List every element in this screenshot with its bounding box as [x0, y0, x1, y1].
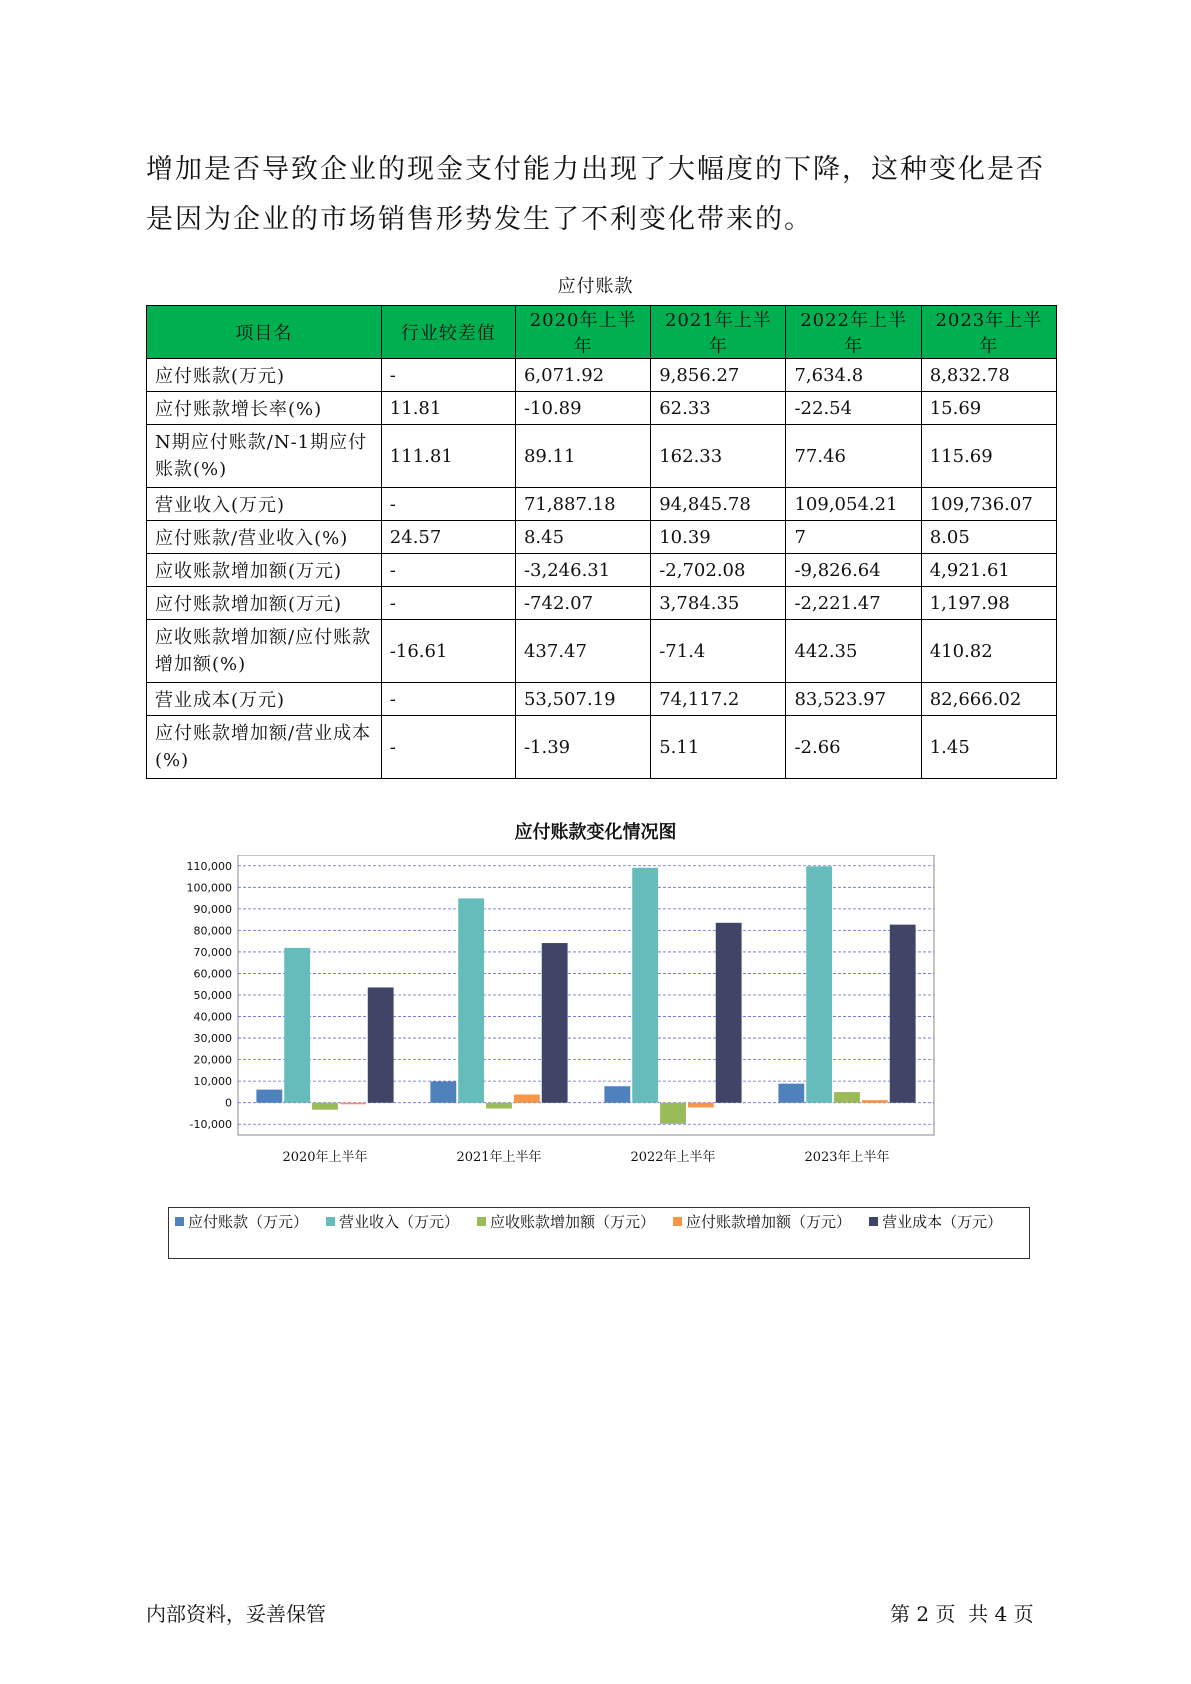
table-row	[147, 587, 1057, 620]
value-cell: 3,784.35	[651, 587, 786, 620]
bar	[834, 1092, 860, 1103]
legend-label: 应付账款增加额（万元）	[686, 1213, 852, 1231]
bar	[340, 1103, 366, 1105]
legend-swatch	[326, 1217, 335, 1226]
value-cell: -22.54	[786, 392, 921, 425]
value-cell: -	[381, 587, 515, 620]
value-cell: 5.11	[651, 716, 786, 779]
row-label-cell: 应付账款增加额/营业成本(%)	[147, 716, 382, 779]
bar	[862, 1100, 888, 1103]
bar	[778, 1084, 804, 1103]
value-cell: 1.45	[921, 716, 1056, 779]
value-cell: 83,523.97	[786, 683, 921, 716]
row-label-cell: 应付账款/营业收入(%)	[147, 521, 382, 554]
y-tick-label: 60,000	[193, 967, 232, 981]
value-cell: -2,702.08	[651, 554, 786, 587]
bar	[312, 1103, 338, 1110]
header-cell: 项目名	[147, 306, 382, 359]
legend-item	[326, 1210, 459, 1233]
value-cell: 4,921.61	[921, 554, 1056, 587]
chart-legend	[168, 1207, 1030, 1259]
value-cell: 10.39	[651, 521, 786, 554]
header-cell: 2020年上半年	[515, 306, 650, 359]
y-tick-label: 90,000	[193, 902, 232, 916]
header-cell: 2022年上半年	[786, 306, 921, 359]
table-row	[147, 359, 1057, 392]
legend-item	[175, 1210, 308, 1233]
bar	[514, 1095, 540, 1103]
value-cell: 82,666.02	[921, 683, 1056, 716]
bar	[542, 943, 568, 1103]
value-cell: -	[381, 488, 515, 521]
value-cell: -71.4	[651, 620, 786, 683]
value-cell: 1,197.98	[921, 587, 1056, 620]
value-cell: 111.81	[381, 425, 515, 488]
legend-swatch	[175, 1217, 184, 1226]
y-tick-label: 70,000	[193, 945, 232, 959]
table-header-row	[147, 306, 1057, 359]
x-tick-label: 2021年上半年	[456, 1150, 542, 1165]
bar	[486, 1103, 512, 1109]
value-cell: 109,736.07	[921, 488, 1056, 521]
legend-swatch	[869, 1217, 878, 1226]
value-cell: 77.46	[786, 425, 921, 488]
value-cell: 109,054.21	[786, 488, 921, 521]
value-cell: 74,117.2	[651, 683, 786, 716]
footer-page-number: 第 2 页 共 4 页	[890, 1602, 1034, 1626]
y-tick-label: 40,000	[193, 1010, 232, 1024]
bar	[368, 987, 394, 1102]
header-cell: 行业较差值	[381, 306, 515, 359]
bar	[284, 948, 310, 1103]
value-cell: 15.69	[921, 392, 1056, 425]
header-cell: 2023年上半年	[921, 306, 1056, 359]
value-cell: 7,634.8	[786, 359, 921, 392]
header-cell: 2021年上半年	[651, 306, 786, 359]
chart-title: 应付账款变化情况图	[514, 822, 677, 843]
table-row	[147, 488, 1057, 521]
bar	[806, 866, 832, 1102]
body-paragraph: 增加是否导致企业的现金支付能力出现了大幅度的下降，这种变化是否是因为企业的市场销售形势发生了不利变化带来的。	[146, 154, 1045, 235]
y-tick-label: 20,000	[193, 1053, 232, 1067]
value-cell: 9,856.27	[651, 359, 786, 392]
table-row	[147, 620, 1057, 683]
value-cell: 6,071.92	[515, 359, 650, 392]
footer-confidential-note: 内部资料，妥善保管	[146, 1602, 326, 1626]
value-cell: 8.45	[515, 521, 650, 554]
value-cell: -742.07	[515, 587, 650, 620]
bar	[604, 1086, 630, 1102]
value-cell: -2,221.47	[786, 587, 921, 620]
value-cell: -9,826.64	[786, 554, 921, 587]
y-tick-label: 10,000	[193, 1075, 232, 1089]
value-cell: -2.66	[786, 716, 921, 779]
table-row	[147, 425, 1057, 488]
value-cell: -16.61	[381, 620, 515, 683]
bar	[458, 898, 484, 1102]
value-cell: 11.81	[381, 392, 515, 425]
legend-item	[673, 1210, 851, 1233]
legend-swatch	[673, 1217, 682, 1226]
value-cell: 94,845.78	[651, 488, 786, 521]
accounts-payable-table	[146, 305, 1057, 779]
bar	[632, 868, 658, 1103]
y-tick-label: 0	[225, 1096, 232, 1110]
value-cell: 7	[786, 521, 921, 554]
y-tick-label: 110,000	[186, 859, 232, 873]
bar	[256, 1090, 282, 1103]
y-tick-label: -10,000	[189, 1118, 232, 1132]
table-row	[147, 392, 1057, 425]
value-cell: -	[381, 554, 515, 587]
value-cell: 8.05	[921, 521, 1056, 554]
value-cell: 115.69	[921, 425, 1056, 488]
row-label-cell: 应收账款增加额/应付账款增加额(%)	[147, 620, 382, 683]
value-cell: 24.57	[381, 521, 515, 554]
value-cell: -	[381, 359, 515, 392]
table-row	[147, 521, 1057, 554]
bar	[660, 1103, 686, 1124]
bar-chart	[160, 855, 1000, 1195]
legend-label: 应收账款增加额（万元）	[490, 1213, 656, 1231]
value-cell: -10.89	[515, 392, 650, 425]
row-label-cell: 应付账款增长率(%)	[147, 392, 382, 425]
table-row	[147, 554, 1057, 587]
value-cell: -1.39	[515, 716, 650, 779]
x-tick-label: 2022年上半年	[630, 1150, 716, 1165]
row-label-cell: 营业成本(万元)	[147, 683, 382, 716]
table-caption: 应付账款	[557, 276, 634, 297]
legend-label: 营业收入（万元）	[339, 1213, 460, 1231]
legend-label: 营业成本（万元）	[882, 1213, 1003, 1231]
table-row	[147, 716, 1057, 779]
bar	[688, 1103, 714, 1108]
legend-item	[869, 1210, 1002, 1233]
row-label-cell: 应收账款增加额(万元)	[147, 554, 382, 587]
row-label-cell: 应付账款(万元)	[147, 359, 382, 392]
y-tick-label: 50,000	[193, 989, 232, 1002]
value-cell: -	[381, 683, 515, 716]
legend-item	[477, 1210, 655, 1233]
bar	[430, 1081, 456, 1102]
value-cell: -3,246.31	[515, 554, 650, 587]
value-cell: 162.33	[651, 425, 786, 488]
value-cell: 437.47	[515, 620, 650, 683]
row-label-cell: 应付账款增加额(万元)	[147, 587, 382, 620]
value-cell: 62.33	[651, 392, 786, 425]
value-cell: 53,507.19	[515, 683, 650, 716]
legend-label: 应付账款（万元）	[188, 1213, 309, 1231]
x-tick-label: 2020年上半年	[282, 1150, 368, 1165]
value-cell: 8,832.78	[921, 359, 1056, 392]
value-cell: -	[381, 716, 515, 779]
table-row	[147, 683, 1057, 716]
x-tick-label: 2023年上半年	[804, 1150, 890, 1165]
row-label-cell: 营业收入(万元)	[147, 488, 382, 521]
y-tick-label: 80,000	[193, 924, 232, 938]
y-tick-label: 100,000	[186, 881, 232, 895]
bar	[716, 923, 742, 1103]
row-label-cell: N期应付账款/N-1期应付账款(%)	[147, 425, 382, 488]
value-cell: 71,887.18	[515, 488, 650, 521]
y-tick-label: 30,000	[193, 1032, 232, 1046]
value-cell: 89.11	[515, 425, 650, 488]
legend-swatch	[477, 1217, 486, 1226]
bar	[890, 925, 916, 1103]
value-cell: 442.35	[786, 620, 921, 683]
value-cell: 410.82	[921, 620, 1056, 683]
